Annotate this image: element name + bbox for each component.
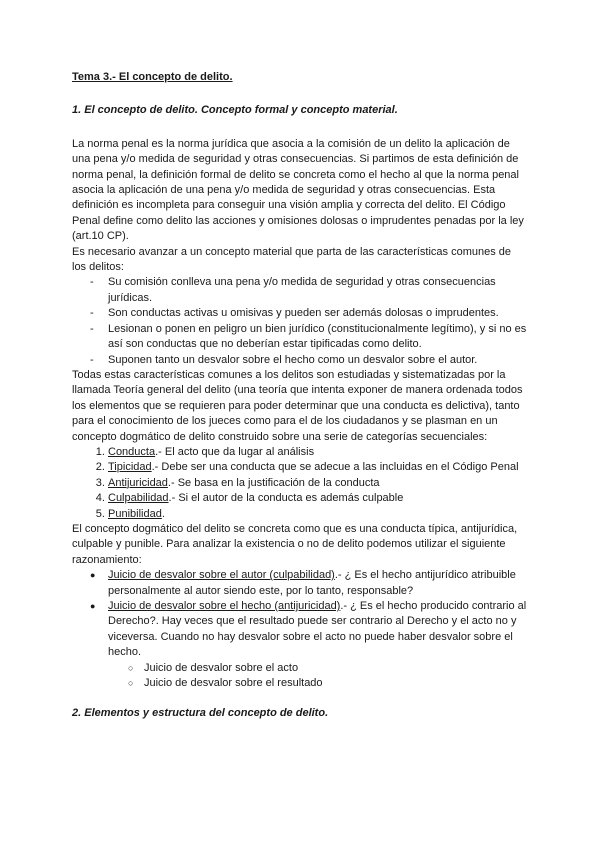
paragraph-formal-definition: La norma penal es la norma jurídica que asocia a la comisión de un delito la aplicación de una pena y/o medida de seguridad y otras consecuencias. Si partimos de esta definición de norma penal, la definición formal de delito se concreta como el hecho al que la norma penal asocia la aplicación de una pena y/o medida de seguridad y otras consecuencias. Esta definición es incompleta para conseguir una visión amplia y correcta del delito. El Código Penal define como delito las acciones y omisiones dolosas o imprudentes penadas por la ley (art.10 CP). (72, 137, 524, 243)
list-item (108, 460, 528, 475)
list-item (108, 599, 528, 691)
category-desc: . (161, 507, 165, 520)
paragraph-material-intro: Es necesario avanzar a un concepto material que parta de las características comunes de los delitos: (72, 245, 512, 274)
reasoning-list (72, 568, 528, 691)
document-title: Tema 3.- El concepto de delito. (72, 71, 233, 83)
spacer (72, 691, 528, 706)
list-item: - Su comisión conlleva una pena y/o medida de seguridad y otras consecuencias jurídicas. (108, 275, 528, 306)
document-page (72, 70, 528, 740)
category-term: Conducta (108, 445, 156, 458)
category-desc: .- Si el autor de la conducta es además culpable (168, 492, 404, 505)
judgment-desc: .- ¿ Es el hecho antijurídico atribuible personalmente al autor siendo este, por lo tanto, responsable? (108, 569, 516, 597)
judgment-term: Juicio de desvalor sobre el autor (culpabilidad) (108, 569, 335, 582)
list-item: ○ Juicio de desvalor sobre el resultado (144, 676, 528, 691)
judgment-desc: .- ¿ Es el hecho producido contrario al Derecho?. Hay veces que el resultado puede ser contrario al Derecho y el acto no y viceversa. Cuando no hay desvalor sobre el acto no puede haber desvalor sobre el hecho. (108, 600, 527, 659)
categories-list (72, 445, 528, 522)
category-desc: .- Debe ser una conducta que se adecue a las incluidas en el Código Penal (151, 461, 519, 474)
list-item (108, 568, 528, 599)
list-item: ○ Juicio de desvalor sobre el acto (144, 661, 528, 676)
category-desc: .- El acto que da lugar al análisis (155, 445, 315, 458)
paragraph-dogmatic-concept: El concepto dogmático del delito se concreta como que es una conducta típica, antijurídica, culpable y punible. Para analizar la existencia o no de delito podemos utilizar el siguiente razonamiento: (72, 522, 518, 566)
paragraph-general-theory: Todas estas características comunes a los delitos son estudiadas y sistematizadas por la llamada Teoría general del delito (una teoría que intenta exponer de manera ordenada todos los elementos que se requieren para poder determinar que una conducta es delictiva), tanto para el conocimiento de los jueces como para el de los ciudadanos y se plasman en un concepto dogmático de delito construido sobre una serie de categorías secuenciales: (72, 368, 523, 443)
list-item (108, 507, 528, 522)
list-item (108, 445, 528, 460)
list-item (108, 476, 528, 491)
section-1-heading: 1. El concepto de delito. Concepto formal y concepto material. (72, 104, 398, 117)
category-desc: .- Se basa en la justificación de la conducta (167, 476, 380, 489)
section-2-heading: 2. Elementos y estructura del concepto de delito. (72, 707, 329, 720)
category-term: Tipicidad (108, 461, 152, 474)
category-term: Punibilidad (108, 507, 162, 520)
list-item: - Lesionan o ponen en peligro un bien jurídico (constitucionalmente legítimo), y si no es así son conductas que no deberían estar tipificadas como delito. (108, 322, 528, 353)
judgment-term: Juicio de desvalor sobre el hecho (antijuricidad) (108, 600, 341, 612)
characteristics-list (72, 275, 528, 367)
category-term: Culpabilidad (108, 492, 169, 505)
sub-judgment-list (108, 661, 528, 692)
list-item (108, 491, 528, 506)
list-item: - Suponen tanto un desvalor sobre el hecho como un desvalor sobre el autor. (108, 353, 528, 368)
list-item: - Son conductas activas u omisivas y pueden ser además dolosas o imprudentes. (108, 306, 528, 321)
category-term: Antijuricidad (108, 476, 168, 489)
